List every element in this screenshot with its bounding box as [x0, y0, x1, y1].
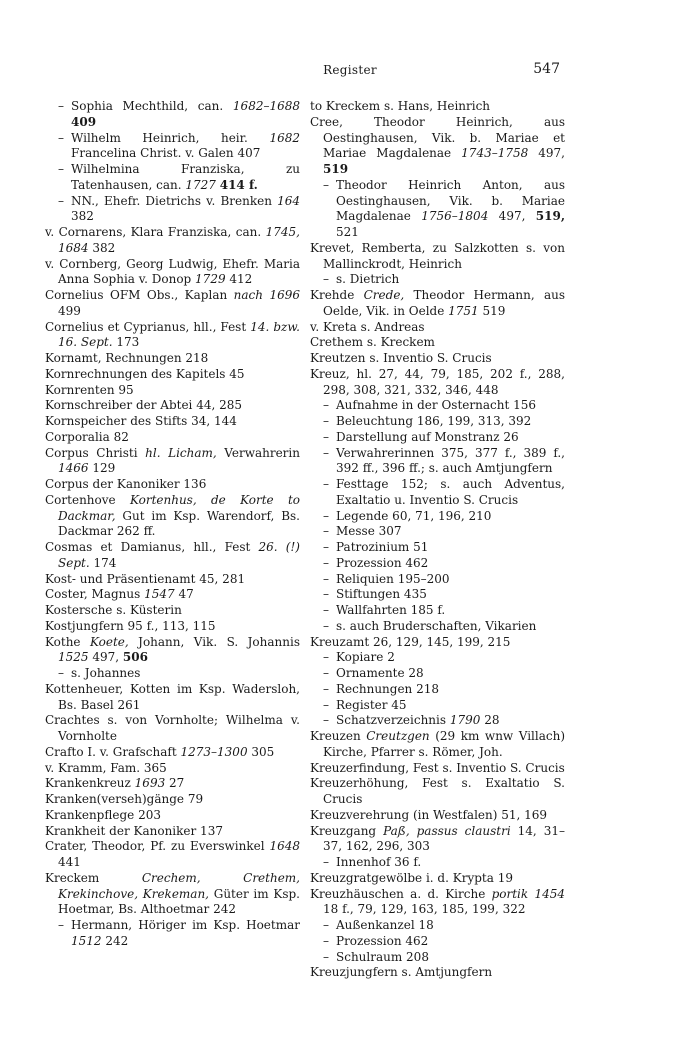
entry-text: 519 — [323, 162, 349, 176]
index-entry — [310, 808, 565, 824]
entry-text: portik 1454 — [491, 886, 565, 901]
index-subentry — [310, 666, 565, 682]
index-subentry — [310, 178, 565, 241]
index-subentry — [310, 524, 565, 540]
entry-text: 1648 — [269, 839, 300, 854]
entry-text: Francelina Christ. v. Galen 407 — [71, 146, 261, 161]
entry-text: 1751 — [448, 303, 479, 318]
index-entry — [310, 288, 565, 320]
entry-text: 174 — [89, 555, 117, 570]
entry-text: 14. bzw. 16. Sept. — [58, 319, 300, 350]
index-subentry — [310, 950, 565, 966]
entry-text: s. auch Bruderschaften, Vikarien — [336, 618, 537, 633]
index-subentry — [310, 509, 565, 525]
entry-text: Beleuchtung 186, 199, 313, 392 — [336, 414, 532, 428]
entry-text: s. Dietrich — [336, 272, 400, 287]
index-entry — [45, 430, 300, 446]
entry-text: 1682–1688 — [232, 99, 300, 113]
entry-text: 441 — [58, 855, 81, 869]
index-subentry — [310, 619, 565, 635]
entry-text: Verwahrerinnen 375, 377 f., 389 f., 392 ff., 396 ff.; s. auch Amtjungfern — [336, 445, 565, 476]
entry-text: Patrozinium 51 — [336, 540, 429, 554]
entry-text: Crachtes s. von Vornholte; Wilhelma v. Vornholte — [45, 713, 300, 743]
entry-text: 1682 — [269, 130, 300, 145]
entry-text: 1729 — [195, 272, 226, 287]
index-entry — [45, 587, 300, 603]
entry-text: Kornrechnungen des Kapitels 45 — [45, 366, 245, 381]
entry-text: 173 — [112, 335, 140, 350]
entry-text: 382 — [88, 240, 116, 255]
index-entry — [45, 761, 300, 777]
entry-text: 14, 31–37, 162, 296, 303 — [323, 823, 566, 854]
entry-text: Darstellung auf Monstranz 26 — [336, 429, 519, 444]
entry-text: Legende 60, 71, 196, 210 — [336, 508, 492, 523]
entry-text: 164 — [277, 193, 300, 208]
index-subentry — [45, 918, 300, 950]
index-subentry — [310, 414, 565, 430]
entry-text: Corpus Christi — [45, 445, 146, 460]
index-subentry — [310, 650, 565, 666]
entry-text: Cree, Theodor Heinrich, aus Oestinghausen, Vik. b. Mariae et Mariae Magdalenae — [310, 114, 565, 161]
entry-text: Kopiare 2 — [336, 650, 395, 665]
entry-text: 1745, 1684 — [58, 225, 300, 255]
entry-text: 497, — [488, 209, 536, 224]
entry-text: Corpus der Kanoniker 136 — [45, 477, 207, 491]
entry-text: Kreuzerhöhung, Fest s. Exaltatio S. Crucis — [310, 776, 565, 806]
entry-text: Register 45 — [336, 697, 407, 712]
entry-text: Güter im Ksp. Hoetmar, Bs. Althoetmar 242 — [58, 886, 300, 917]
entry-text: Wilhelm Heinrich, heir. — [71, 130, 270, 145]
index-subentry — [310, 572, 565, 588]
page-number: 547 — [533, 61, 560, 77]
entry-text: Crethem s. Kreckem — [310, 335, 435, 350]
entry-text: Krankheit der Kanoniker 137 — [45, 823, 223, 838]
entry-text: Cornelius et Cyprianus, hll., Fest — [45, 319, 251, 334]
entry-text: Theodor Heinrich Anton, aus Oestinghausen, Vik. b. Mariae Magdalenae — [336, 177, 565, 224]
index-subentry — [310, 446, 565, 478]
index-subentry — [310, 698, 565, 714]
entry-text: Cornelius OFM Obs., Kaplan — [45, 288, 234, 302]
index-entry — [45, 776, 300, 792]
entry-text: 414 f. — [219, 177, 258, 192]
index-entry — [310, 99, 565, 115]
index-entry — [45, 225, 300, 257]
entry-text: Kornspeicher des Stifts 34, 144 — [45, 414, 237, 428]
index-subentry — [310, 855, 565, 871]
entry-text: Reliquien 195–200 — [336, 571, 450, 586]
entry-text: Rechnungen 218 — [336, 681, 440, 696]
entry-text: 1693 — [134, 776, 166, 791]
entry-text: 242 — [101, 933, 129, 948]
index-subentry — [310, 398, 565, 414]
index-entry — [45, 572, 300, 588]
entry-text: Krankenpflege 203 — [45, 807, 161, 822]
entry-text: Crafto I. v. Grafschaft — [45, 744, 181, 759]
entry-text: Verwahrerin — [216, 445, 300, 460]
index-subentry — [45, 666, 300, 682]
index-entry — [45, 493, 300, 540]
entry-text: Kranken(verseh)gänge 79 — [45, 792, 204, 806]
entry-text: 1547 — [144, 587, 175, 602]
entry-text: Cosmas et Damianus, hll., Fest — [45, 540, 259, 554]
index-subentry — [310, 540, 565, 556]
entry-text: 521 — [336, 225, 359, 239]
entry-text: 28 — [480, 713, 500, 728]
index-entry — [45, 713, 300, 745]
entry-text: Paß, passus claustri — [383, 823, 511, 838]
entry-text: 519, — [535, 209, 565, 224]
index-entry — [45, 446, 300, 478]
entry-text: Ornamente 28 — [336, 666, 424, 680]
entry-text: 305 — [247, 744, 275, 759]
entry-text: Kreuzverehrung (in Westfalen) 51, 169 — [310, 807, 548, 822]
entry-text: Coster, Magnus — [45, 587, 145, 602]
index-entry — [45, 477, 300, 493]
entry-text: Kreuz, hl. 27, 44, 79, 185, 202 f., 288, 298, 308, 321, 332, 346, 448 — [310, 366, 565, 397]
entry-text: Crede, — [363, 288, 405, 302]
index-subentry — [310, 603, 565, 619]
entry-text: Prozession 462 — [336, 933, 429, 948]
entry-text: Kreuzhäuschen a. d. Kirche — [310, 886, 492, 901]
entry-text: 47 — [174, 587, 194, 602]
entry-text: Creutzgen — [366, 729, 430, 743]
entry-text: to Kreckem s. Hans, Heinrich — [310, 99, 491, 113]
entry-text: nach 1696 — [233, 288, 301, 302]
index-entry — [45, 414, 300, 430]
index-entry — [310, 965, 565, 981]
entry-text: Kreutzen s. Inventio S. Crucis — [310, 351, 492, 365]
index-subentry — [310, 918, 565, 934]
entry-text: 506 — [122, 650, 148, 665]
entry-text: 497, — [528, 146, 565, 161]
index-subentry — [310, 713, 565, 729]
index-entry — [45, 540, 300, 572]
entry-text: Crechem, Crethem, Krekinchove, Krekeman, — [58, 870, 300, 901]
index-entry — [310, 871, 565, 887]
entry-text: Kost- und Präsentienamt 45, 281 — [45, 571, 246, 586]
entry-text: hl. Licham, — [145, 445, 217, 460]
index-entry — [310, 320, 565, 336]
entry-text: Johann, Vik. S. Johannis — [128, 634, 300, 649]
index-subentry — [310, 477, 565, 509]
entry-text: Kornschreiber der Abtei 44, 285 — [45, 398, 243, 413]
index-subentry — [45, 131, 300, 163]
entry-text: Kortenhus, de Korte to Dackmar, — [58, 492, 300, 523]
index-entry — [310, 761, 565, 777]
index-entry — [310, 241, 565, 273]
index-subentry — [310, 587, 565, 603]
entry-text: Kothe — [45, 634, 90, 649]
entry-text: Außenkanzel 18 — [336, 918, 434, 932]
index-subentry — [310, 430, 565, 446]
index-subentry — [310, 272, 565, 288]
entry-text: s. Johannes — [71, 666, 141, 680]
entry-text: 18 f., 79, 129, 163, 185, 199, 322 — [323, 902, 526, 917]
entry-text: Kreuzjungfern s. Amtjungfern — [310, 965, 493, 980]
index-entry — [310, 635, 565, 651]
index-entry — [45, 839, 300, 871]
running-title: Register — [323, 63, 377, 77]
entry-text: v. Kramm, Fam. 365 — [45, 760, 167, 775]
index-entry — [310, 115, 565, 178]
entry-text: Corporalia 82 — [45, 429, 129, 444]
index-entry — [45, 257, 300, 289]
entry-text: Cortenhove — [45, 492, 130, 507]
entry-text: 519 — [478, 303, 506, 318]
entry-text: 1790 — [449, 713, 481, 728]
index-entry — [45, 351, 300, 367]
entry-text: Kreuzerfindung, Fest s. Inventio S. Crucis — [310, 760, 565, 775]
entry-text: Messe 307 — [336, 524, 402, 539]
index-entry — [45, 871, 300, 918]
index-entry — [45, 603, 300, 619]
entry-text: Kreuzamt 26, 129, 145, 199, 215 — [310, 634, 511, 649]
entry-text: Kostersche s. Küsterin — [45, 603, 182, 617]
entry-text: v. Cornarens, Klara Franziska, can. — [45, 225, 266, 239]
entry-text: Theodor Hermann, aus Oelde, Vik. in Oelde — [323, 288, 565, 318]
entry-text: 1727 — [185, 177, 216, 192]
index-entry — [45, 320, 300, 352]
index-column-left — [45, 99, 300, 950]
index-entry — [310, 351, 565, 367]
entry-text: Kornamt, Rechnungen 218 — [45, 351, 209, 365]
entry-text: 27 — [165, 776, 185, 791]
index-entry — [310, 367, 565, 399]
index-entry — [45, 288, 300, 320]
index-subentry — [310, 682, 565, 698]
entry-text: 497, — [88, 650, 123, 665]
entry-text: 499 — [58, 303, 81, 318]
entry-text: Krankenkreuz — [45, 776, 135, 791]
entry-text: 412 — [225, 272, 253, 287]
entry-text: NN., Ehefr. Dietrichs v. Brenken — [71, 193, 278, 208]
entry-text: Aufnahme in der Osternacht 156 — [336, 398, 536, 413]
index-entry — [45, 682, 300, 714]
entry-text: Wilhelmina Franziska, zu Tatenhausen, can. — [71, 162, 300, 192]
entry-text: Kornrenten 95 — [45, 382, 134, 397]
index-entry — [45, 808, 300, 824]
entry-text: Stiftungen 435 — [336, 587, 427, 602]
entry-text: Krehde — [310, 288, 364, 302]
index-subentry — [45, 99, 300, 131]
entry-text: 1743–1758 — [461, 146, 529, 161]
index-entry — [310, 335, 565, 351]
entry-text: Wallfahrten 185 f. — [336, 603, 446, 617]
entry-text: Prozession 462 — [336, 555, 429, 570]
index-entry — [45, 635, 300, 667]
entry-text: v. Cornberg, Georg Ludwig, Ehefr. Maria Anna Sophia v. Donop — [45, 256, 300, 287]
entry-text: Festtage 152; s. auch Adventus, Exaltatio u. Inventio S. Crucis — [336, 477, 565, 507]
entry-text: Schatzverzeichnis — [336, 713, 450, 728]
index-entry — [45, 824, 300, 840]
index-entry — [310, 729, 565, 761]
index-entry — [45, 383, 300, 399]
entry-text: Hermann, Höriger im Ksp. Hoetmar — [71, 918, 300, 932]
entry-text: 409 — [71, 114, 97, 129]
index-entry — [45, 619, 300, 635]
entry-text: 1273–1300 — [180, 744, 248, 759]
index-entry — [310, 887, 565, 919]
entry-text: 1756–1804 — [421, 209, 489, 224]
entry-text: v. Kreta s. Andreas — [310, 319, 425, 334]
index-entry — [45, 398, 300, 414]
index-column-right — [310, 99, 565, 981]
entry-text: 1466 — [58, 461, 89, 476]
entry-text: Kreuzgang — [310, 823, 384, 838]
index-subentry — [45, 162, 300, 194]
entry-text: Kostjungfern 95 f., 113, 115 — [45, 618, 216, 633]
entry-text: 26. (!) Sept. — [58, 540, 300, 570]
entry-text: Crater, Theodor, Pf. zu Everswinkel — [45, 839, 270, 854]
entry-text: 1525 — [58, 650, 89, 665]
entry-text: Schulraum 208 — [336, 949, 429, 964]
entry-text: 382 — [71, 209, 94, 224]
entry-text: Kreuzen — [310, 729, 367, 743]
entry-text: Sophia Mechthild, can. — [71, 99, 233, 113]
index-entry — [310, 824, 565, 856]
entry-text: Gut im Ksp. Warendorf, Bs. Dackmar 262 ff. — [58, 508, 300, 539]
index-subentry — [310, 934, 565, 950]
index-subentry — [310, 556, 565, 572]
index-entry — [45, 367, 300, 383]
entry-text: 129 — [88, 461, 116, 476]
entry-text: (29 km wnw Villach) Kirche, Pfarrer s. Römer, Joh. — [323, 729, 566, 759]
entry-text: Kreckem — [45, 870, 142, 885]
entry-text: Koete, — [89, 634, 129, 649]
entry-text: 1512 — [71, 933, 102, 948]
entry-text: Innenhof 36 f. — [336, 855, 422, 869]
index-entry — [45, 745, 300, 761]
entry-text: Kottenheuer, Kotten im Ksp. Wadersloh, Bs. Basel 261 — [45, 681, 300, 712]
index-entry — [45, 792, 300, 808]
entry-text: Krevet, Remberta, zu Salzkotten s. von Mallinckrodt, Heinrich — [310, 240, 565, 271]
index-entry — [310, 776, 565, 808]
index-subentry — [45, 194, 300, 226]
entry-text: Kreuzgratgewölbe i. d. Krypta 19 — [310, 870, 513, 885]
